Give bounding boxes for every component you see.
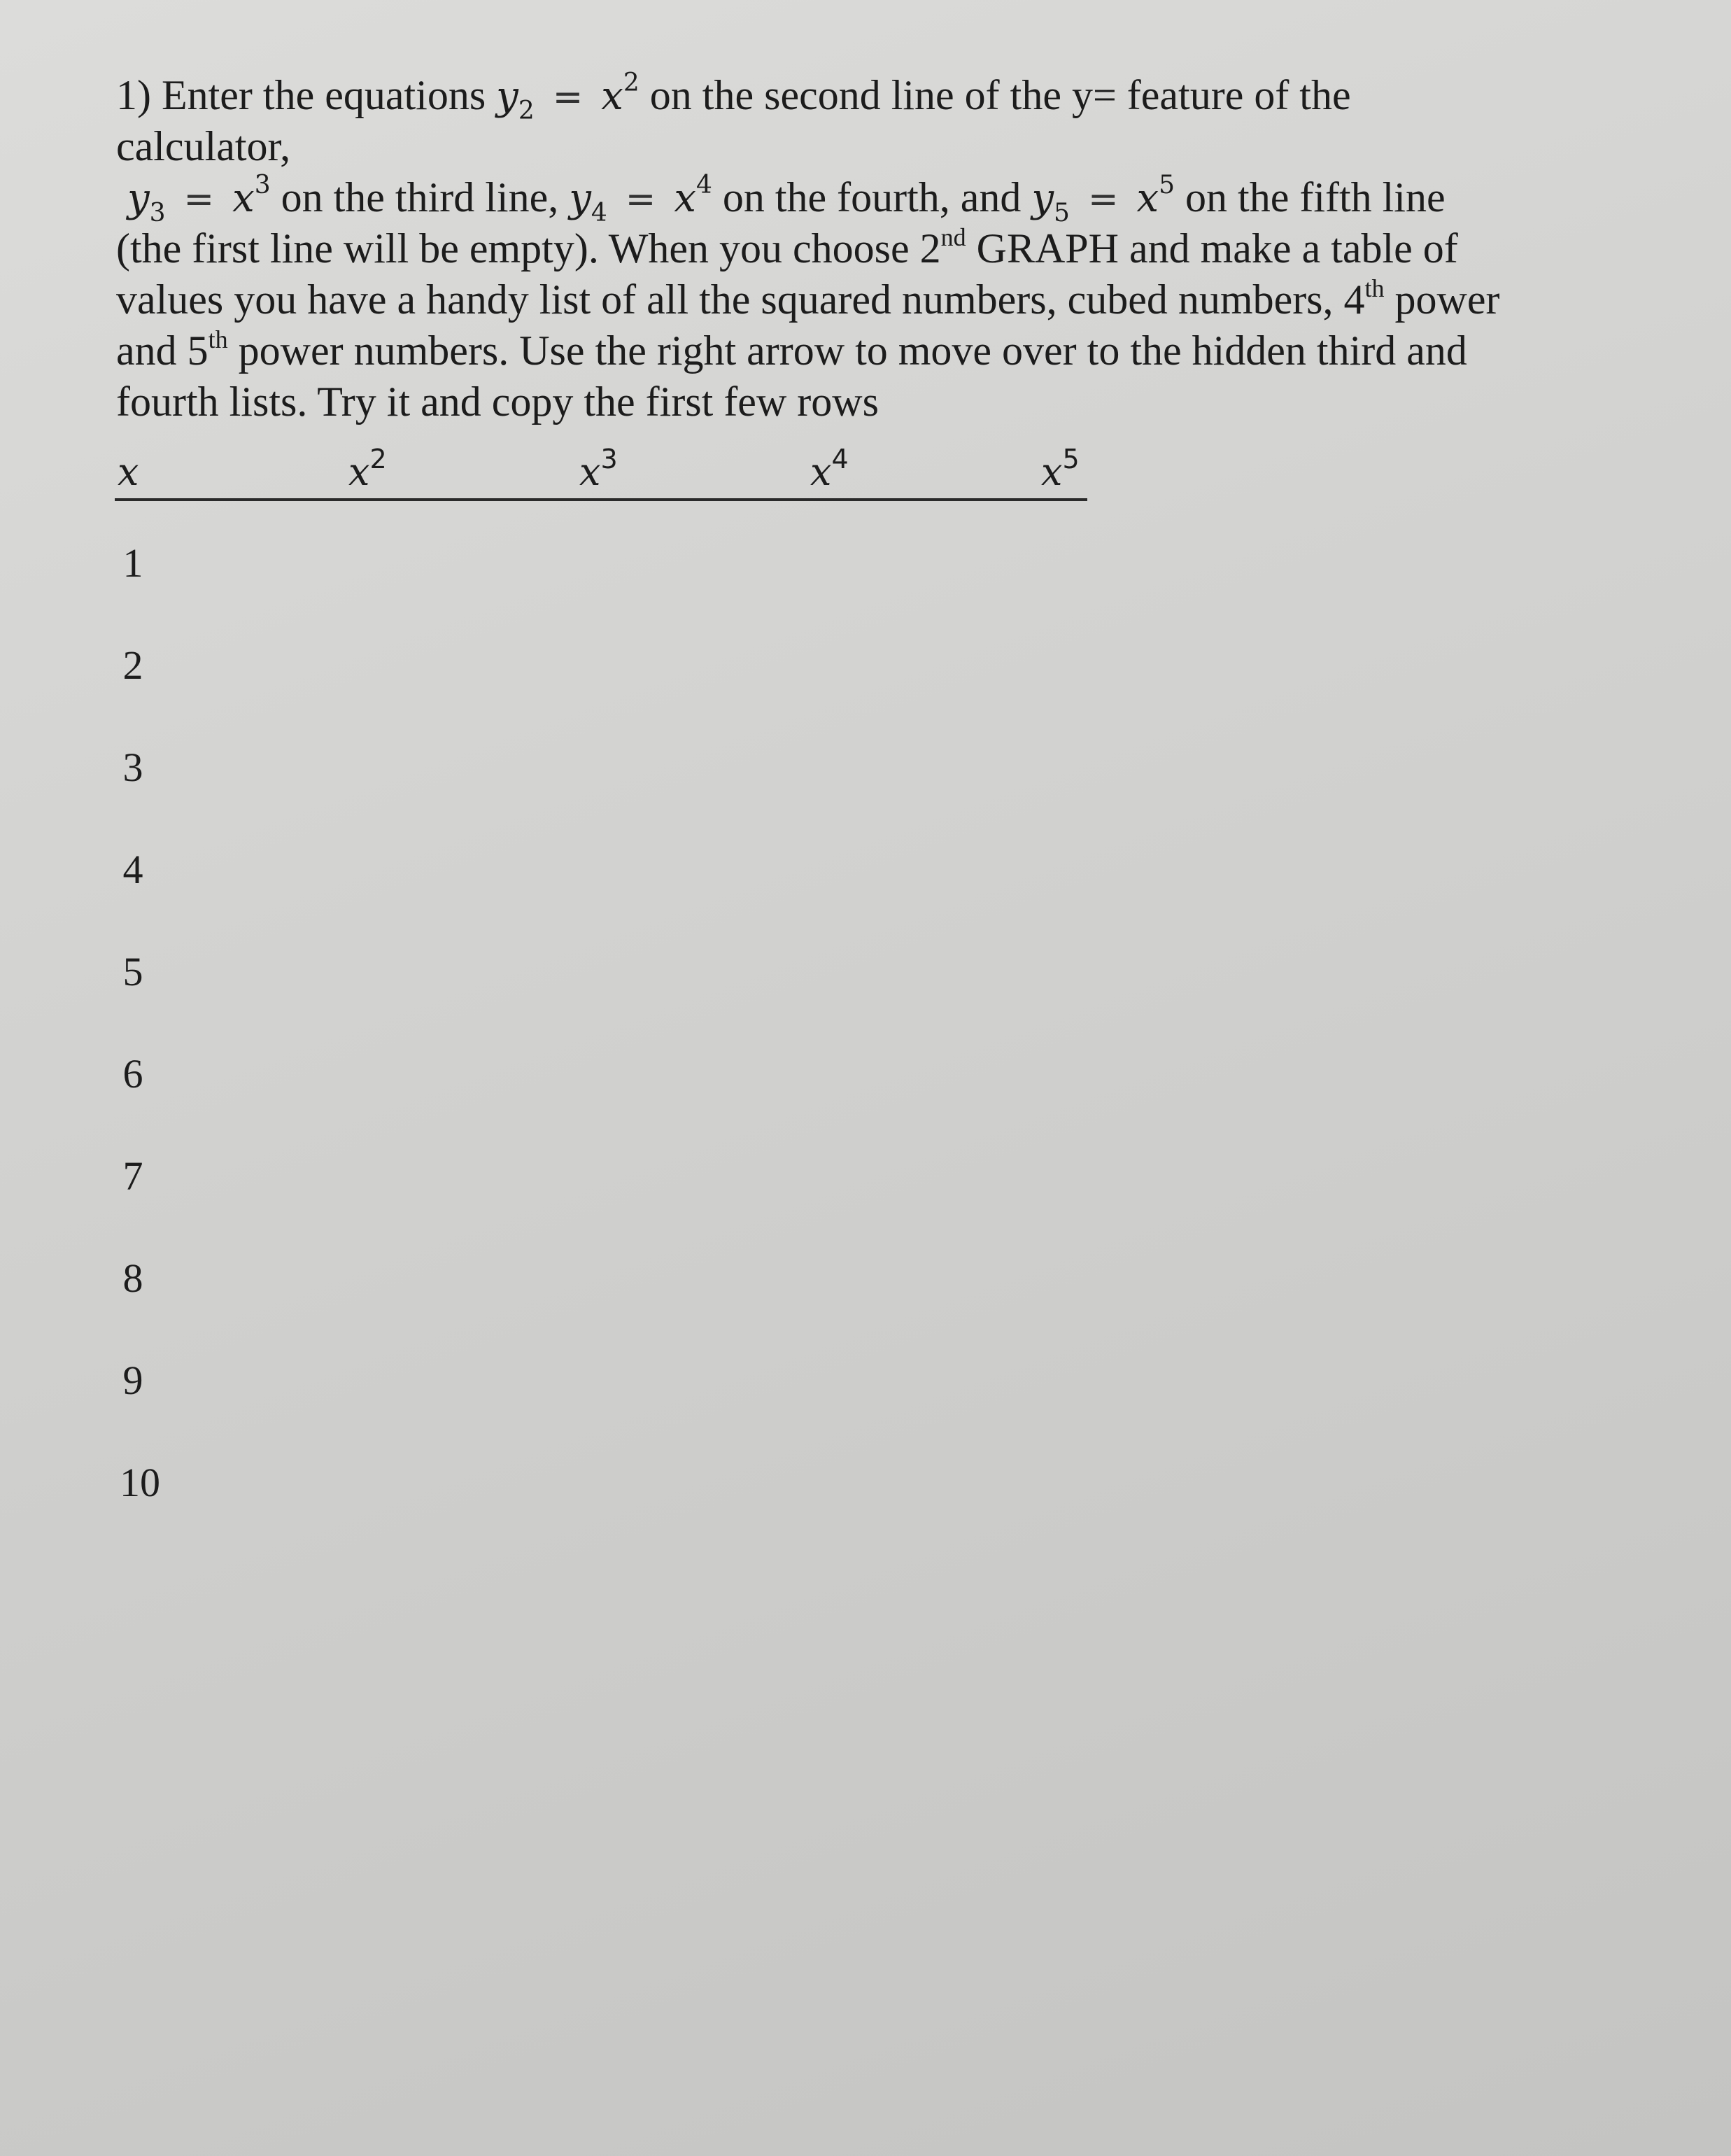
equation-y5 <box>1031 176 1070 227</box>
bleed-through-mark <box>686 518 875 591</box>
problem-text: Enter the equations <box>161 72 497 118</box>
equation-y2 <box>496 73 535 125</box>
equals-sign: = <box>552 76 584 118</box>
math-subscript: 4 <box>591 199 607 227</box>
equation-x5 <box>1136 171 1175 221</box>
row-label-9: 9 <box>122 1358 143 1403</box>
problem-text: on the fifth line <box>1175 174 1446 220</box>
math-exponent: 4 <box>695 171 712 199</box>
problem-text: (the first line will be empty). When you choose 2 <box>116 225 941 272</box>
math-exponent: 2 <box>623 69 640 97</box>
equation-x4 <box>674 171 712 221</box>
problem-text: on the second line of the y= feature of the <box>639 72 1351 118</box>
math-var: y <box>1031 176 1054 221</box>
equals-sign: = <box>625 178 656 220</box>
problem-text: power numbers. Use the right arrow to move over to the hidden third and <box>227 327 1467 374</box>
equals-sign: = <box>1087 178 1119 220</box>
equation-y3 <box>127 176 166 227</box>
problem-text: power <box>1384 276 1500 323</box>
problem-line-7 <box>116 376 1620 428</box>
problem-line-6 <box>116 325 1620 376</box>
problem-text: calculator, <box>116 123 291 169</box>
math-var: x <box>232 176 255 221</box>
ordinal-suffix: th <box>1364 274 1385 302</box>
math-subscript: 2 <box>518 97 535 125</box>
equals-sign: = <box>183 178 215 220</box>
problem-text: values you have a handy list of all the squared numbers, cubed numbers, 4 <box>116 276 1365 323</box>
problem-line-2 <box>116 121 1620 172</box>
column-header-x-fifth <box>1041 444 1080 494</box>
ordinal-suffix: nd <box>940 223 966 251</box>
math-subscript: 5 <box>1054 199 1070 227</box>
column-base: x <box>118 450 139 494</box>
row-label-10: 10 <box>120 1460 160 1505</box>
equation-x2 <box>601 69 640 119</box>
math-subscript: 3 <box>149 199 166 227</box>
row-label-7: 7 <box>122 1153 143 1199</box>
math-var: y <box>496 73 518 119</box>
math-exponent: 3 <box>254 171 271 199</box>
problem-line-5 <box>116 274 1620 325</box>
row-label-5: 5 <box>122 949 143 994</box>
math-var: y <box>569 176 591 221</box>
problem-text: fourth lists. Try it and copy the first few rows <box>116 379 879 425</box>
column-base: x <box>579 450 601 494</box>
ordinal-suffix: th <box>208 325 228 353</box>
problem-line-4 <box>116 223 1620 274</box>
math-var: y <box>127 176 150 221</box>
column-base: x <box>348 450 370 494</box>
powers-table-header <box>115 444 1087 501</box>
problem-line-3 <box>116 171 1620 227</box>
problem-statement <box>116 70 1620 428</box>
row-label-1: 1 <box>122 540 143 586</box>
math-var: x <box>674 176 696 221</box>
column-base: x <box>1041 450 1063 494</box>
column-exponent: 4 <box>831 444 849 474</box>
problem-line-1 <box>116 69 1620 125</box>
problem-text: on the third line, <box>270 174 570 220</box>
column-header-x <box>118 450 139 494</box>
row-label-4: 4 <box>122 847 143 892</box>
column-exponent: 3 <box>600 444 618 474</box>
problem-text: GRAPH and make a table of <box>966 225 1458 272</box>
column-exponent: 5 <box>1062 444 1080 474</box>
equation-y4 <box>569 176 607 227</box>
problem-number: 1) <box>116 72 151 118</box>
equation-x3 <box>232 171 271 221</box>
column-base: x <box>810 450 832 494</box>
column-header-x-fourth <box>810 444 849 494</box>
math-var: x <box>601 73 623 119</box>
column-exponent: 2 <box>369 444 387 474</box>
problem-text: on the fourth, and <box>712 174 1032 220</box>
row-label-6: 6 <box>122 1051 143 1097</box>
row-label-8: 8 <box>122 1255 143 1301</box>
math-exponent: 5 <box>1159 171 1175 199</box>
column-header-x-squared <box>348 444 387 494</box>
row-label-2: 2 <box>122 642 143 688</box>
problem-text: and 5 <box>116 327 209 374</box>
row-label-3: 3 <box>122 745 143 790</box>
column-header-x-cubed <box>579 444 618 494</box>
math-var: x <box>1136 176 1159 221</box>
